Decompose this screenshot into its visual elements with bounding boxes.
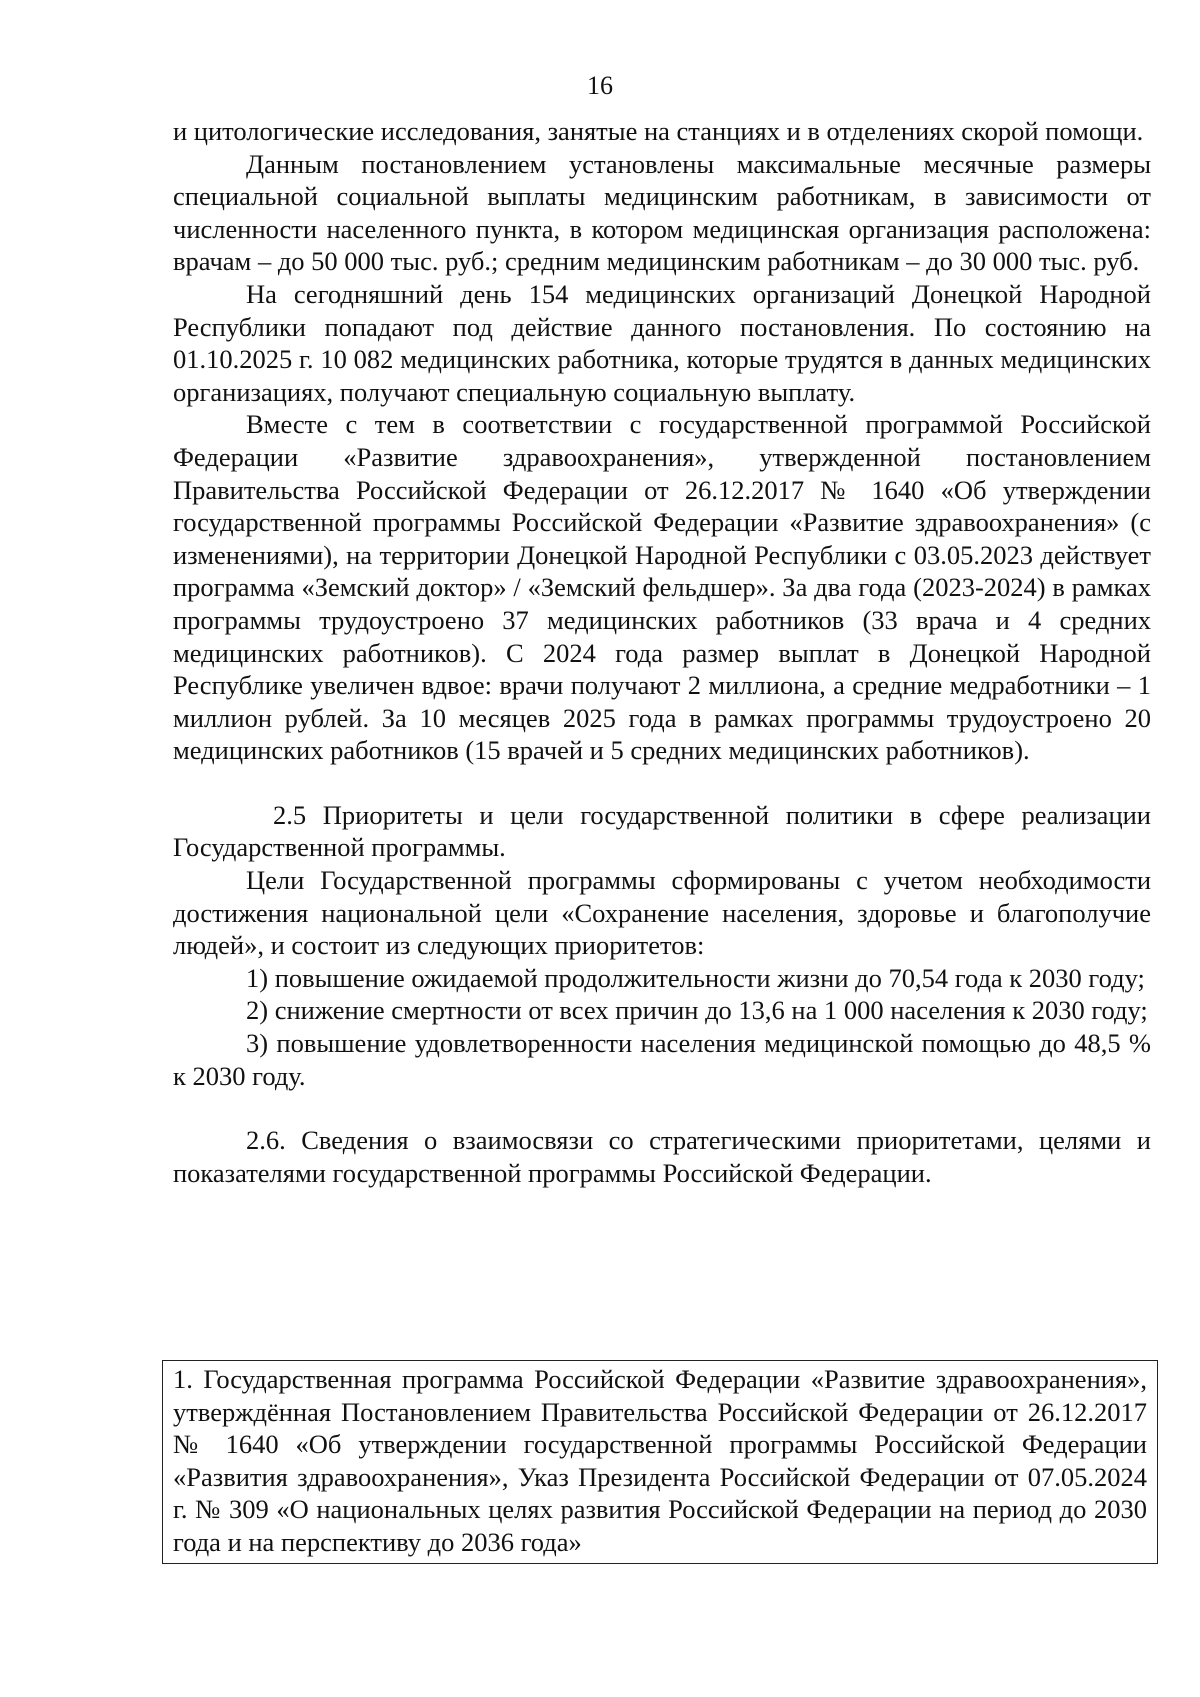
priority-item: 3) повышение удовлетворенности населения медицинской помощью до 48,5 % к 2030 году. <box>173 1028 1151 1091</box>
paragraph: Данным постановлением установлены максимальные месячные размеры специальной социальной выплаты медицинским работникам, в зависимости от численности населенного пункта, в котором медицинская организация расположена: врачам – до 50 000 тыс. руб.; средним медицинским работникам – до 30 000 тыс. руб. <box>173 148 1151 277</box>
section-intro: Цели Государственной программы сформированы с учетом необходимости достижения национальной цели «Сохранение населения, здоровье и благополучие людей», и состоит из следующих приоритетов: <box>173 865 1151 961</box>
paragraph: и цитологические исследования, занятые на станциях и в отделениях скорой помощи. <box>173 116 1144 146</box>
program-reference-box <box>162 1360 1158 1564</box>
paragraph: На сегодняшний день 154 медицинских организаций Донецкой Народной Республики попадают под действие данного постановления. По состоянию на 01.10.2025 г. 10 082 медицинских работника, которые трудятся в данных медицинских организациях, получают специальную социальную выплату. <box>173 278 1151 407</box>
section-heading-2-6: 2.6. Сведения о взаимосвязи со стратегическими приоритетами, целями и показателями государственной программы Российской Федерации. <box>173 1125 1151 1188</box>
priority-item: 2) снижение смертности от всех причин до 13,6 на 1 000 населения к 2030 году; <box>246 995 1148 1026</box>
page-number: 16 <box>587 71 613 100</box>
spacer <box>173 767 1151 799</box>
document-body <box>173 115 1151 1189</box>
priority-item: 1) повышение ожидаемой продолжительности жизни до 70,54 года к 2030 году; <box>246 962 1145 993</box>
paragraph: Вместе с тем в соответствии с государственной программой Российской Федерации «Развитие здравоохранения», утвержденной постановлением Правительства Российской Федерации от 26.12.2017 № 1640 «Об утверждении государственной программы Российской Федерации «Развитие здравоохранения» (с изменениями), на территории Донецкой Народной Республики с 03.05.2023 действует программа «Земский доктор» / «Земский фельдшер». За два года (2023-2024) в рамках программы трудоустроено 37 медицинских работников (33 врача и 4 средних медицинских работников). С 2024 года размер выплат в Донецкой Народной Республике увеличен вдвое: врачи получают 2 миллиона, а средние медработники – 1 миллион рублей. За 10 месяцев 2025 года в рамках программы трудоустроено 20 медицинских работников (15 врачей и 5 средних медицинских работников). <box>173 409 1151 766</box>
section-heading-2-5: 2.5 Приоритеты и цели государственной политики в сфере реализации Государственной программы. <box>173 799 1151 863</box>
program-reference-text: 1. Государственная программа Российской Федерации «Развитие здравоохранения», утверждённая Постановлением Правительства Российской Федерации от 26.12.2017 № 1640 «Об утверждении государственной программы Российской Федерации «Развития здравоохранения», Указ Президента Российской Федерации от 07.05.2024 г. № 309 «О национальных целях развития Российской Федерации на период до 2030 года и на перспективу до 2036 года» <box>173 1364 1147 1557</box>
spacer <box>173 1092 1151 1124</box>
